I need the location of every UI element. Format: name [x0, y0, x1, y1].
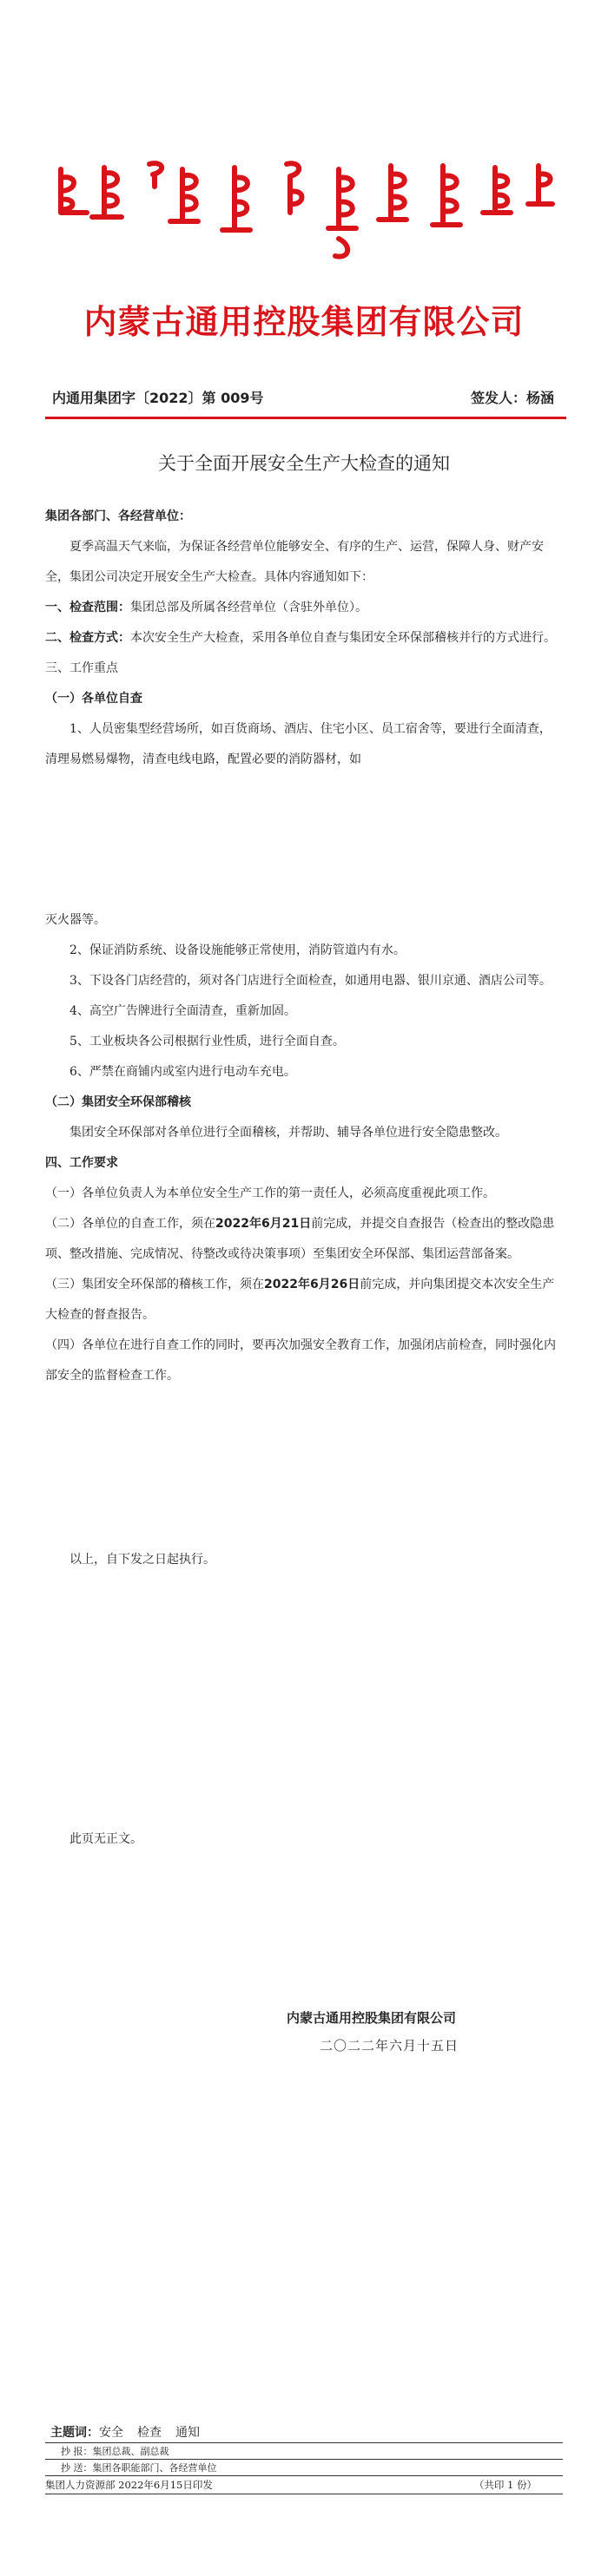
section-method [45, 623, 563, 654]
subsection-audit: （二）集团安全环保部稽核 [45, 1095, 191, 1109]
document-footer [45, 2422, 563, 2494]
keyword: 安全 [99, 2426, 123, 2440]
requirement-3-post: 前完成，并向集团提交本次安全生产大检查的督查报告。 [45, 1278, 555, 1322]
keywords-label: 主题词： [50, 2426, 99, 2440]
keyword: 通知 [175, 2426, 200, 2440]
print-info-row [45, 2476, 563, 2494]
requirement-3-date: 2022年6月26日 [264, 1278, 360, 1291]
requirement-2 [45, 1209, 563, 1270]
item-6: 6、严禁在商铺内或室内进行电动车充电。 [69, 1065, 296, 1079]
no-text-note: 此页无正文。 [69, 1832, 142, 1846]
item-5: 5、工业板块各公司根据行业性质，进行全面自查。 [69, 1035, 345, 1048]
requirement-4: （四）各单位在进行自查工作的同时，要再次加强安全教育工作，加强闭店前检查，同时强化内部安全的监督检查工作。 [45, 1338, 556, 1383]
requirement-2-date: 2022年6月21日 [215, 1217, 312, 1231]
document-number: 内通用集团字〔2022〕第 009号 [52, 390, 264, 406]
blank-space [45, 775, 563, 905]
item-4: 4、高空广告牌进行全面清查，重新加固。 [69, 1004, 296, 1018]
requirement-2-post: 前完成，并提交自查报告（检查出的整改隐患项、整改措施、完成情况、待整改或待决策事项）至集团安全环保部、集团运营部备案。 [45, 1217, 555, 1261]
printed-by: 集团人力资源部 2022年6月15日印发 [45, 2479, 213, 2491]
subsection-self-check: （一）各单位自查 [45, 692, 142, 706]
greeting: 集团各部门、各经营单位： [45, 509, 191, 523]
section-focus-heading: 三、工作重点 [45, 661, 118, 675]
notice-title: 关于全面开展安全生产大检查的通知 [158, 453, 450, 474]
keywords-row [45, 2422, 563, 2443]
notice-body [45, 502, 563, 1391]
signer: 签发人：杨涵 [470, 390, 554, 406]
requirement-2-pre: （二）各单位的自查工作，须在 [45, 1217, 215, 1231]
requirement-1: （一）各单位负责人为本单位安全生产工作的第一责任人，必须高度重视此项工作。 [45, 1186, 495, 1200]
item-1-continued: 灭火器等。 [45, 913, 106, 927]
item-1: 1、人员密集型经营场所，如百货商场、酒店、住宅小区、员工宿舍等，要进行全面清查，清理易燃易爆物，清查电线电路，配置必要的消防器材，如 [45, 722, 552, 766]
section-scope-text: 集团总部及所属各经营单位（含驻外单位）。 [130, 601, 367, 614]
copies-count: （共印 1 份） [473, 2479, 537, 2491]
section-method-label: 二、检查方式： [45, 631, 130, 645]
requirement-3 [45, 1270, 563, 1331]
cc-report-row: 抄 报：集团总裁、副总裁 [45, 2443, 563, 2460]
audit-paragraph: 集团安全环保部对各单位进行全面稽核，并帮助、辅导各单位进行安全隐患整改。 [69, 1126, 507, 1140]
closing-line: 以上，自下发之日起执行。 [69, 1553, 215, 1567]
requirement-3-pre: （三）集团安全环保部的稽核工作，须在 [45, 1278, 264, 1291]
mongolian-script-title [52, 152, 556, 291]
signature-date: 二〇二二年六月十五日 [320, 2038, 459, 2054]
section-scope [45, 593, 563, 623]
keyword: 检查 [137, 2426, 162, 2440]
org-title: 内蒙古通用控股集团有限公司 [83, 303, 525, 341]
item-3: 3、下设各门店经营的，须对各门店进行全面检查，如通用电器、银川京通、酒店公司等。 [69, 974, 552, 988]
cc-send-row: 抄 送：集团各职能部门、各经营单位 [45, 2460, 563, 2476]
signature-org: 内蒙古通用控股集团有限公司 [287, 2010, 457, 2026]
intro-paragraph: 夏季高温天气来临，为保证各经营单位能够安全、有序的生产、运营，保障人身、财产安全，集团公司决定开展安全生产大检查。具体内容通知如下： [45, 540, 544, 584]
section-requirements-heading: 四、工作要求 [45, 1156, 118, 1170]
section-method-text: 本次安全生产大检查，采用各单位自查与集团安全环保部稽核并行的方式进行。 [130, 631, 556, 645]
red-divider [45, 417, 566, 419]
item-2: 2、保证消防系统、设备设施能够正常使用，消防管道内有水。 [69, 943, 406, 957]
section-scope-label: 一、检查范围： [45, 601, 130, 614]
